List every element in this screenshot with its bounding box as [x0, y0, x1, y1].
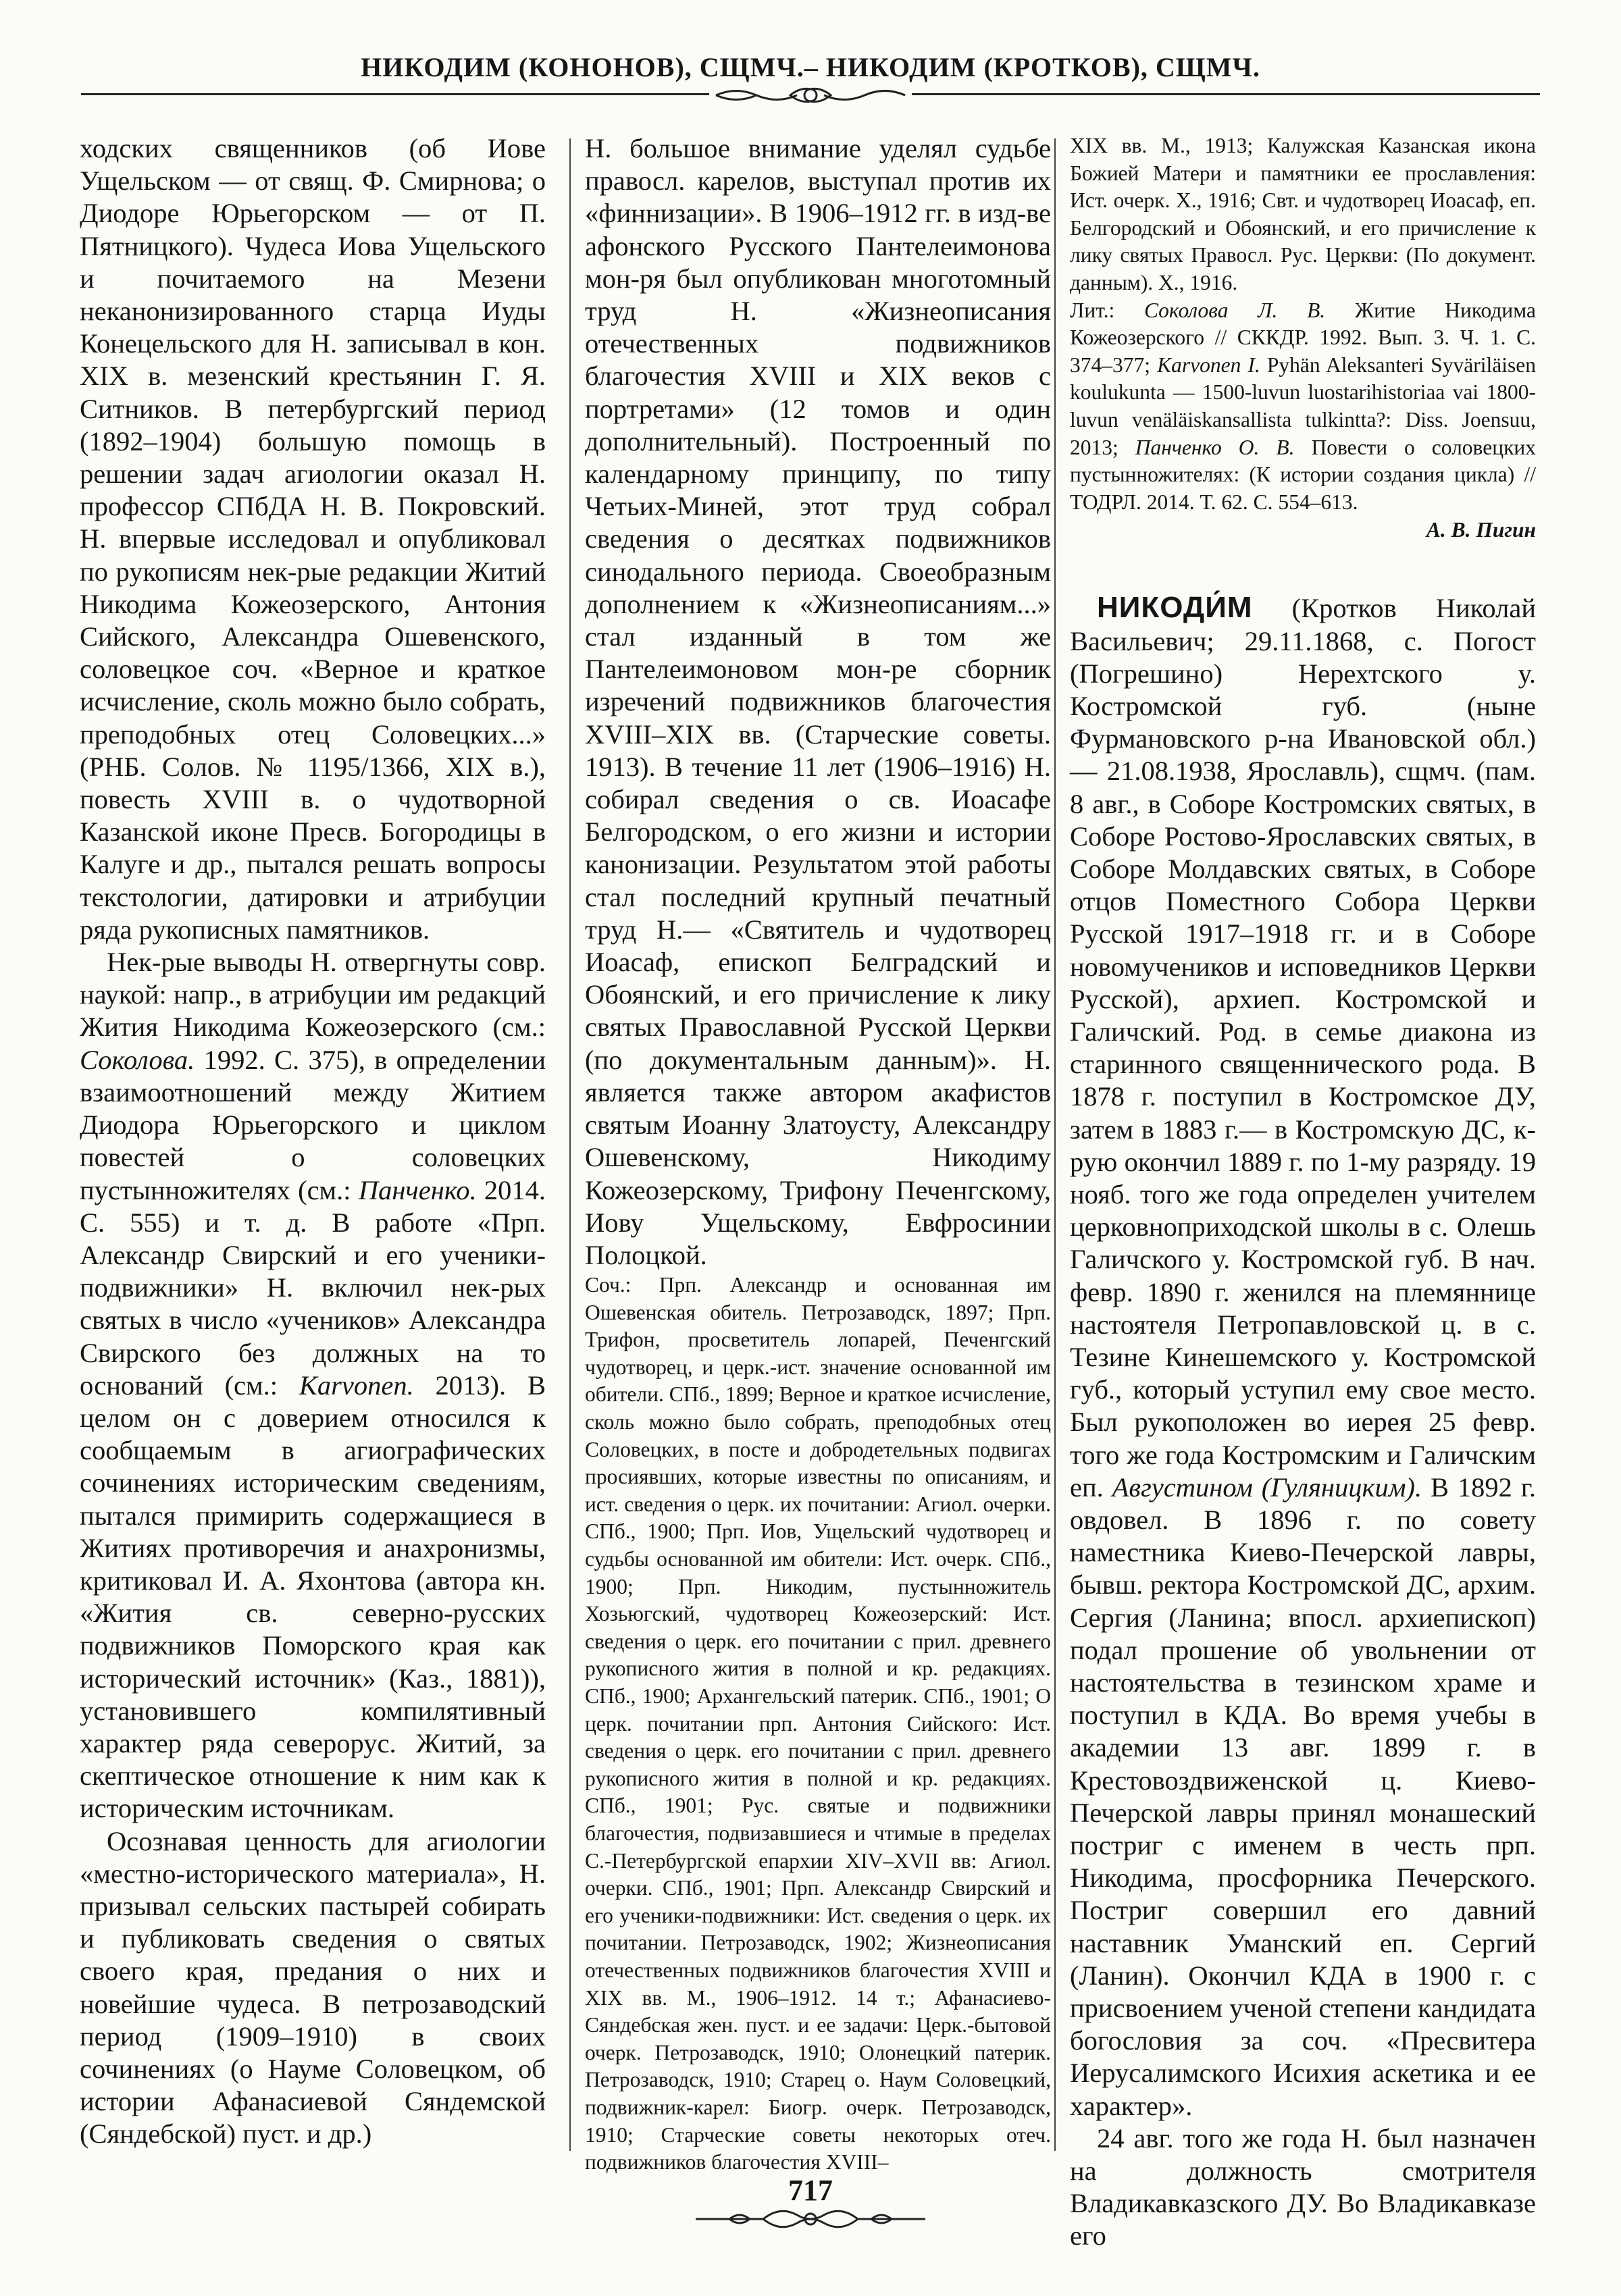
text: 1992. С. 375), в определении взаимоотношений между Житием Диодора Юрьегорского и циклом повестей о соловецких пустынножителях (см.:: [80, 1044, 546, 1205]
footer-ornament-icon: [689, 2203, 932, 2235]
citation: Соколова.: [80, 1044, 195, 1075]
literature-title: Pyhän Aleksanteri Syväriläisen koulukunta — 1500-luvun luostarihistoriaa vai 1800-luvun venäläiskansallista tulkintta?: Diss. Joensuu, 2013;: [1070, 353, 1536, 459]
citation: Karvonen.: [299, 1369, 414, 1401]
column-2: [585, 132, 1051, 2176]
column-1: [80, 132, 546, 2151]
works-list-continued: XIX вв. М., 1913; Калужская Казанская икона Божией Матери и памятники ее прославления: Ист. очерк. Х., 1916; Свт. и чудотворец Иоасаф, еп. Белгородский и Обоянский, и его причисление к лику святых Правосл. Рус. Церкви: (По документ. данным). Х., 1916.: [1070, 134, 1536, 294]
article-start: [1070, 592, 1536, 2122]
running-head: НИКОДИМ (КОНОНОВ), СЩМЧ.– НИКОДИМ (КРОТКОВ), СЩМЧ.: [361, 52, 1260, 82]
article-headword: НИКОДИ́М: [1097, 591, 1253, 625]
text: 2013). В целом он с доверием относился к сообщаемым в агиографических сочинениях историческим сведениям, пытался примирить содержащиеся в Житиях противоречия и анахронизмы, критиковал И. А. Яхонтова (автора кн. «Жития св. северно-русских подвижников Поморского края как исторический источник» (Каз., 1881)), установившего компилятивный характер ряда северорус. Житий, за скептическое отношение к ним как к историческим источникам.: [80, 1369, 546, 1824]
literature-title: Житие Никодима Кожеозерского // СККДР. 1992. Вып. 3. Ч. 1. С. 374–377;: [1070, 298, 1536, 377]
literature-author: Панченко О. В.: [1135, 435, 1295, 459]
paragraph: [80, 946, 546, 1825]
column-3: [1070, 132, 1536, 2253]
text: 2014. С. 555) и т. д. В работе «Прп. Александр Свирский и его ученики-подвижники» Н. включил нек-рых святых в число «учеников» Александра Свирского без должных на то оснований (см.:: [80, 1174, 546, 1401]
works-list: Соч.: Прп. Александр и основанная им Ошевенская обитель. Петрозаводск, 1897; Прп. Трифон, просветитель лопарей, Печенгский чудотворец, и церк.-ист. значение основанной им обители. СПб., 1899; Верное и краткое исчисление, сколь можно было собрать, преподобных отец Соловецких, в посте и добродетельных подвигах просиявших, которые известны по описаниям, и ист. сведения о церк. их почитании: Агиол. очерки. СПб., 1900; Прп. Иов, Ущельский чудотворец и судьбы основанной им обители: Ист. очерк. СПб., 1900; Прп. Никодим, пустынножитель Хозьюгский, чудотворец Кожеозерский: Ист. сведения о церк. его почитании с прил. древнего рукописного жития в полной и кр. редакциях. СПб., 1900; Архангельский патерик. СПб., 1901; О церк. почитании прп. Антония Сийского: Ист. сведения о церк. его почитании с прил. древнего рукописного жития в полной и кр. редакциях. СПб., 1901; Рус. святые и подвижники благочестия, подвизавшиеся и чтимые в пределах С.-Петербургской епархии XIV–XVII вв: Агиол. очерки. СПб., 1901; Прп. Александр Свирский и его ученики-подвижники: Ист. сведения о церк. их почитании. Петрозаводск, 1902; Жизнеописания отечественных подвижников благочестия XVIII и XIX вв. М., 1906–1912. 14 т.; Афанасиево-Сяндебская жен. пуст. и ее задачи: Церк.-бытовой очерк. Петрозаводск, 1910; Олонецкий патерик. Петрозаводск, 1910; Старец о. Наум Соловецкий, подвижник-карел: Биогр. очерк. Петрозаводск, 1910; Старческие советы некоторых отеч. подвижников благочестия XVIII–: [585, 1273, 1051, 2174]
literature-label: Лит.:: [1070, 298, 1144, 322]
paragraph: 24 авг. того же года Н. был назначен на должность смотрителя Владикавказского ДУ. Во Владикавказе его: [1070, 2122, 1536, 2251]
text: (Кротков Николай Васильевич; 29.11.1868, с. Погост (Погрешино) Нерехтского у. Костромской губ. (ныне Фурмановского р-на Ивановской обл.) — 21.08.1938, Ярославль), сщмч. (пам. 8 авг., в Соборе Костромских святых, в Соборе Ростово-Ярославских святых, в Соборе Молдавских святых, в Соборе отцов Поместного Собора Церкви Русской 1917–1918 гг. и в Соборе новомучеников и исповедников Церкви Русской), архиеп. Костромской и Галичский. Род. в семье диакона из старинного священнического рода. В 1878 г. поступил в Костромское ДУ, затем в 1883 г.— в Костромскую ДС, к-рую окончил 1889 г. по 1-му разряду. 19 нояб. того же года определен учителем церковноприходской школы в с. Олешь Галичского у. Костромской губ. В нач. февр. 1890 г. женился на племяннице настоятеля Петропавловской ц. в с. Тезине Кинешемского у. Костромской губ., который уступил ему свое место. Был рукоположен во иерея 25 февр. того же года Костромским и Галичским еп.: [1070, 593, 1536, 1503]
paragraph: ходских священников (об Иове Ущельском — от свящ. Ф. Смирнова; о Диодоре Юрьегорском — от П. Пятницкого). Чудеса Иова Ущельского и почитаемого на Мезени неканонизированного старца Иуды Конецельского для Н. записывал в кон. XIX в. мезенский крестьянин Г. Я. Ситников. В петербургский период (1892–1904) большую помощь в решении задач агиологии оказал Н. профессор СПбДА Н. В. Покровский. Н. впервые исследовал и опубликовал по рукописям нек-рые редакции Житий Никодима Кожеозерского, Антония Сийского, Александра Ошевенского, соловецкое соч. «Верное и краткое исчисление, сколь можно было собрать, преподобных отец Соловецких...» (РНБ. Солов. № 1195/1366, XIX в.), повесть XVIII в. о чудотворной Казанской иконе Пресв. Богородицы в Калуге и др., пытался решать вопросы текстологии, датировки и атрибуции ряда рукописных памятников.: [80, 133, 546, 945]
paragraph: Н. большое внимание уделял судьбе правосл. карелов, выступал против их «финнизации». В 1906–1912 гг. в изд-ве афонского Русского Пантелеимонова мон-ря был опубликован многотомный труд Н. «Жизнеописания отечественных подвижников благочестия XVIII и XIX веков с портретами» (12 томов и один дополнительный). Построенный по календарному принципу, по типу Четьих-Миней, этот труд собрал сведения о десятках подвижников синодального периода. Своеобразным дополнением к «Жизнеописаниям...» стал изданный в том же Пантелеимоновом мон-ре сборник изречений подвижников благочестия XVIII–XIX вв. (Старческие советы. 1913). В течение 11 лет (1906–1916) Н. собирал сведения о св. Иоасафе Белгородском, о его жизни и истории канонизации. Результатом этой работы стал последний крупный печатный труд Н.— «Святитель и чудотворец Иоасаф, епископ Белградский и Обоянский, и его причисление к лику святых Православной Русской Церкви (по документальным данным)». Н. является также автором акафистов святым Иоанну Златоусту, Александру Ошевенскому, Никодиму Кожеозерскому, Трифону Печенгскому, Иову Ущельскому, Евфросинии Полоцкой.: [585, 133, 1051, 1270]
person-name: Августином (Гуляницким).: [1112, 1471, 1422, 1503]
literature-list: [1070, 297, 1536, 517]
literature-author: Karvonen I.: [1157, 353, 1260, 377]
literature-author: Соколова Л. В.: [1143, 298, 1326, 322]
text: В 1892 г. овдовел. В 1896 г. по совету наместника Киево-Печерской лавры, бывш. ректора Костромской ДС, архим. Сергия (Ланина; впосл. архиепископ) подал прошение об увольнении от настоятельства в тезинском храме и поступил в КДА. Во время учебы в академии 13 авг. 1899 г. в Крестовоздвиженской ц. Киево-Печерской лавры принял монашеский постриг с именем в честь прп. Никодима, просфорника Печерского. Постриг совершил его давний наставник Уманский еп. Сергий (Ланин). Окончил КДА в 1900 г. с присвоением ученой степени кандидата богословия за соч. «Пресвитера Иерусалимского Исихия аскетика и ее характер».: [1070, 1471, 1537, 2121]
citation: Панченко.: [358, 1174, 477, 1205]
article-author: А. В. Пигин: [1426, 518, 1536, 542]
header-ornament-icon: [709, 85, 912, 105]
text: Нек-рые выводы Н. отвергнуты совр. наукой: напр., в атрибуции им редакций Жития Никодима Кожеозерского (см.:: [80, 947, 546, 1043]
column-divider: [569, 138, 571, 2151]
column-divider: [1054, 138, 1056, 2151]
literature-title: Повести о соловецких пустынножителях: (К истории создания цикла) // ТОДРЛ. 2014. Т. 62. С. 554–613.: [1070, 435, 1536, 514]
paragraph: Осознавая ценность для агиологии «местно-исторического материала», Н. призывал сельских пастырей собирать и публиковать сведения о святых своего края, предания о них и новейшие чудеса. В петрозаводский период (1909–1910) в своих сочинениях (о Науме Соловецком, об истории Афанасиевой Сяндемской (Сяндебской) пуст. и др.): [80, 1825, 546, 2149]
page-number: 717: [788, 2174, 833, 2207]
